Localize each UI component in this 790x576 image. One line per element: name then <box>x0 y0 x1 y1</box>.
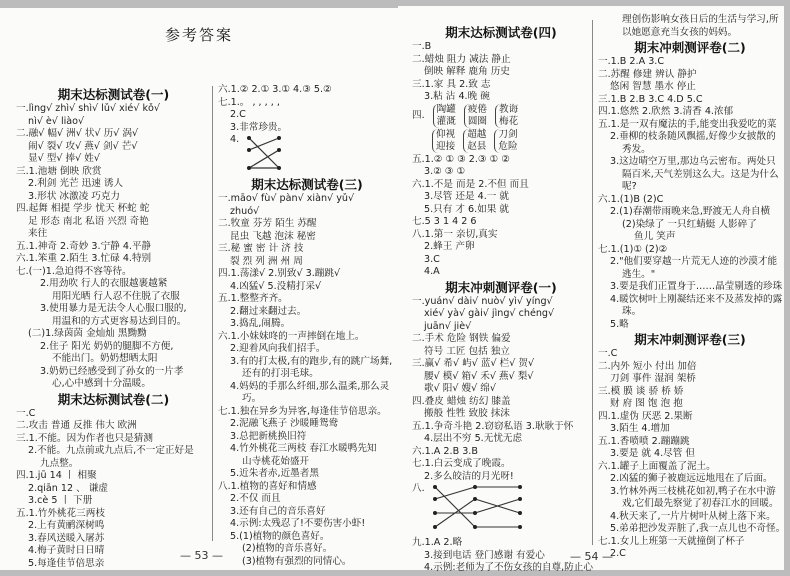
answer-line: 5.略 <box>610 318 629 330</box>
answer-line: 足 形态 南北 私语 兴烈 奇艳 <box>28 215 149 227</box>
answer-line: 2.蜂王 产卵 <box>424 241 475 252</box>
answer-line: 六.1.② 2.① 3.① 4.③ 5.② <box>218 84 332 95</box>
match-dot <box>433 511 437 515</box>
answer-line: 2.泥融飞燕子 沙暖睡鸳鸯 <box>230 418 339 429</box>
answer-line: xié√ yà√ gài√ jìng√ chéng√ <box>424 308 555 319</box>
answer-line: 4.凶猛√ 5.没精打采√ <box>230 280 322 292</box>
answer-line: 2.C <box>230 109 246 120</box>
answer-line: 二.手术 危险 钢铁 偏爱 <box>412 333 511 344</box>
answer-line: 财 府 图 饱 泡 抱 <box>610 398 683 409</box>
answer-line: 2.qiān 12 、 谦虚 <box>28 482 109 494</box>
answer-line: 符号 工匠 包括 独立 <box>424 345 510 357</box>
answer-line: 闹√ 裂√ 攻√ 燕√ 剑√ 芒√ <box>28 140 138 152</box>
answer-line: 四.1.虚伪 厌恶 2.果断 <box>598 410 693 422</box>
answer-line: 5.弟弟把沙发弄脏了,我一点儿也不奇怪。 <box>610 523 786 534</box>
brace-word: 赵县 <box>467 141 487 152</box>
answer-line: 4.竹外桃花三两枝 春江水暖鸭先知 <box>230 443 377 454</box>
answer-line: 四.叠皮 蜡烛 纺幻 膝盖 <box>412 395 511 407</box>
answer-line: 七.1.独在异乡为异客,每逢佳节倍思亲。 <box>218 405 387 417</box>
answer-line: 五.1.整整齐齐。 <box>218 293 288 304</box>
brace-word: 圆圈 <box>467 116 488 127</box>
brace-group <box>494 129 517 153</box>
answer-line: 3.C <box>424 253 440 265</box>
answer-label: 四. <box>412 109 425 121</box>
page-number: — 54 — <box>570 550 613 563</box>
answer-line: 三.秘 蜜 密 计 济 技 <box>218 243 304 254</box>
answer-line: 来往 <box>28 228 48 239</box>
answer-line: 二.牧童 芬芳 陌生 苏醒 <box>218 218 317 229</box>
answer-line: 七.1.。 , , , , , <box>218 96 280 108</box>
brace-group <box>432 129 455 153</box>
section-heading: 期末冲刺测评卷(二) <box>634 40 746 55</box>
answer-line: 七.1.(1)① (2)② <box>598 243 668 255</box>
answer-line: 3.粘 沾 4.晚 碗 <box>424 91 490 102</box>
answer-line: 六.1.小妹妹咚的一声摔倒在地上。 <box>218 330 365 342</box>
brace-word: 梅花 <box>499 116 519 127</box>
answer-line: 3.捣乱,闹腾。 <box>230 318 291 329</box>
answer-line: 三.1.家 具 2.致 志 <box>412 78 491 90</box>
answer-line: 4.A <box>424 266 440 277</box>
answer-line: 裂 烈 列 洲 州 周 <box>230 255 303 267</box>
answer-line: 3.接到电话 登门感谢 有爱心 <box>424 549 545 561</box>
answer-line: 鱼儿 笑声 <box>634 231 676 242</box>
answer-line: 5.(1)植物的颜色喜好。 <box>230 530 330 542</box>
answer-line: 3.尽管 还是 4.一 就 <box>424 191 510 202</box>
answer-line: 呢? <box>622 181 637 192</box>
answer-line: 五.1.是一双有魔法的手,能变出我爱吃的菜 <box>598 118 777 130</box>
answer-line: 4.秋天来了,一片片树叶从树上落下来。 <box>610 510 776 522</box>
answer-line: (2)植物的音乐喜好。 <box>242 543 333 554</box>
answer-line: 五.1.竹外桃花三两枝 <box>16 507 105 519</box>
answer-line: 3.春风送暖入屠苏 <box>28 532 105 544</box>
match-dot <box>277 166 281 170</box>
brace-word: 仰视 <box>436 129 456 140</box>
answer-line: 2.垂柳的枝条随风飘摇,好像少女披散的 <box>610 131 776 142</box>
match-dot <box>473 511 477 515</box>
answer-line: 一.C <box>598 348 618 359</box>
answer-line: 刀剑 事件 湿润 架桥 <box>610 373 696 384</box>
answer-line <box>218 134 396 176</box>
match-line <box>249 138 279 150</box>
answer-line: 七.5 3 1 4 2 6 <box>412 216 477 227</box>
match-dot <box>518 525 522 529</box>
answer-line: 2.翻过来翻过去。 <box>230 305 307 317</box>
answer-page-53 <box>0 8 398 570</box>
answer-line: 三.模 膜 谈 骄 桥 娇 <box>598 385 684 397</box>
answer-line: 五.1.② ① ③ 2.③ ① ② <box>412 153 510 165</box>
answer-line: 3.总把新桃换旧符 <box>230 430 307 442</box>
answer-line: 九点整。 <box>40 457 79 469</box>
answer-line <box>412 104 590 129</box>
answer-line: 一.1.B 2.A 3.C <box>598 56 665 67</box>
match-dot <box>247 148 251 152</box>
answer-line: nì√ è√ liào√ <box>28 115 85 127</box>
answer-line: 三.1.不能。因为作者也只是猜测 <box>16 432 153 444</box>
answer-line: 歌√ 阳√ 嫂√ 绵√ <box>424 383 496 394</box>
answer-line: 3.竹林外两三枝桃花如初,鸭子在水中游 <box>610 485 776 497</box>
section-heading: 期末达标测试卷(三) <box>251 177 363 192</box>
answer-line: 3.要是 就 4.尽管 但 <box>610 448 696 459</box>
answer-line: 2.不仅 而且 <box>230 493 281 504</box>
section-heading: 期末达标测试卷(一) <box>57 87 170 102</box>
answer-line: 四.1.悠然 2.欣然 3.清香 4.浓郁 <box>598 106 734 117</box>
answer-line: 四.1.jū 14 丨 相聚 <box>16 470 97 481</box>
answer-line: 4.梅子黄时日日晴 <box>28 545 105 556</box>
answer-line: 用温和的方式更容易达到目的。 <box>52 315 187 327</box>
answer-line: (3)植物有强烈的同情心。 <box>242 555 352 567</box>
answer-line: 3.非常珍贵。 <box>230 121 288 133</box>
page-title: 参考答案 <box>164 26 233 44</box>
page-number: — 53 — <box>180 549 223 562</box>
answer-line: 4.层出不穷 5.无忧无虑 <box>424 433 523 444</box>
answer-line: 六.1.不是 而是 2.不但 而且 <box>412 178 529 190</box>
answer-column <box>598 14 786 561</box>
brace-group <box>464 104 487 128</box>
brace-group <box>495 104 518 128</box>
answer-line: 理创伤影响女孩日后的生活与学习,所 <box>622 14 779 25</box>
brace-word: 陶罐 <box>436 104 456 115</box>
answer-line: 六.1.A 2.B 3.B <box>412 445 478 457</box>
answer-line: 5.只有 才 6.如果 就 <box>424 203 510 215</box>
answer-line: 六.1.(1)B (2)C <box>598 193 664 205</box>
match-dot <box>518 511 522 515</box>
answer-line: 3.奶奶已经感受到了孙女的一片孝 <box>40 365 184 377</box>
answer-line: 八.1.植物的喜好和情感 <box>218 480 317 492</box>
answer-line: 倒映 解释 鹿角 历史 <box>424 66 510 77</box>
answer-line: 3.有的打太极,有的跑步,有的跳广场舞, <box>230 355 393 367</box>
answer-line: 五.1.香喷喷 2.蹦蹦跳 <box>598 435 690 447</box>
answer-line: zhuó√ <box>230 205 260 217</box>
brace-word: 超越 <box>467 129 487 140</box>
answer-line: 5.近朱者赤,近墨者黑 <box>230 468 319 479</box>
answer-line: 3.要是我们正置身于……晶莹剔透的珍珠 <box>610 281 783 292</box>
match-dot <box>433 525 437 529</box>
answer-line: 4.示例:老师为了不伤女孩的自尊,防止心 <box>424 562 593 573</box>
answer-line: 2.不能。九点前或九点后,不一定正好是 <box>28 445 194 456</box>
section-heading: 期末冲刺测评卷(一) <box>445 279 557 295</box>
answer-line: 二.苏醒 修建 辨认 静护 <box>598 68 697 80</box>
match-dot <box>518 485 522 489</box>
answer-column <box>218 84 396 568</box>
answer-line: 2.多么皎洁的月光呀! <box>424 470 514 482</box>
column-divider <box>212 86 213 541</box>
answer-line: 还有的打羽毛球。 <box>242 368 319 379</box>
column-divider <box>592 20 593 545</box>
matching-cross-diagram <box>239 134 299 174</box>
answer-line: 一.yuán√ dài√ nuò√ yì√ yíng√ <box>412 295 553 307</box>
answer-line: 腰√ 模√ 箱√ 禾√ 燕√ 梨√ <box>424 370 534 382</box>
answer-line: 2.用劲吹 行人的衣服越裹越紧 <box>40 278 168 289</box>
answer-line: 七.1.女儿上班第一天就撞倒了杯子 <box>598 535 745 547</box>
section-heading: 期末达标测试卷(二) <box>57 391 170 407</box>
answer-line: 山寺桃花始盛开 <box>242 455 310 467</box>
answer-line: 三.1.B 2.B 3.C 4.D 5.C <box>598 93 703 105</box>
brace-word: 教诲 <box>499 104 519 115</box>
answer-line: 隔百米,天气差别这么大。这是为什么 <box>622 168 779 180</box>
answer-line: 三.1.池塘 倒映 欣赏 <box>16 165 102 177</box>
section-heading: 期末冲刺测评卷(三) <box>634 332 746 347</box>
answer-line: 五.1.神奇 2.奇妙 3.宁静 4.平静 <box>16 240 152 252</box>
answer-line: 4.示例:太残忍了!不要伤害小虾! <box>230 518 366 529</box>
answer-line: 二.攻击 普通 反推 伟大 欧洲 <box>16 420 137 431</box>
answer-line: 4.暖饮树叶上刚凝结还来不及蒸发掉的露 <box>610 293 783 305</box>
answer-line: 显√ 型√ 捧√ 姓√ <box>28 153 100 164</box>
answer-line: 2."他们要穿越一片荒无人迹的沙漠才能 <box>610 256 778 267</box>
answer-line: 2.利剑 光芒 迅速 诱人 <box>28 178 124 189</box>
match-dot <box>473 497 477 501</box>
brace-word: 刀剑 <box>498 129 518 140</box>
answer-line: (2)染绿了 一只红蜻蜓 人影碎了 <box>622 218 757 230</box>
brace-word: 疲倦 <box>467 104 488 115</box>
answer-line: 搬般 性牲 致胶 抹沫 <box>424 408 510 419</box>
answer-line: 2.(1)春潮带雨晚来急,野渡无人舟自横 <box>610 206 771 217</box>
brace-group <box>463 129 486 153</box>
answer-line: 2.C <box>610 548 626 559</box>
match-dot <box>433 497 437 501</box>
answer-line <box>412 129 590 154</box>
brace-word: 迎接 <box>436 141 456 152</box>
answer-line: 二.蜡烛 阻力 减法 静止 <box>412 53 511 65</box>
answer-line: 六.1.笨重 2.陌生 3.忙碌 4.特别 <box>16 253 152 264</box>
answer-line: (二)1.绿茵茵 金灿灿 黑黝黝 <box>28 328 147 339</box>
match-dot <box>247 166 251 170</box>
answer-line: 用阳光晒 行人忍不住脱了衣服 <box>52 290 180 302</box>
answer-line: 5.每逢佳节倍思亲 <box>28 557 105 569</box>
answer-line: 一.lìng√ zhì√ shì√ lǔ√ xié√ kǒ√ <box>16 103 161 114</box>
answer-line: 一.C <box>16 407 36 419</box>
answer-line: 逃生。" <box>622 268 656 280</box>
section-heading: 期末达标测试卷(四) <box>445 25 557 40</box>
answer-line: 2.迎着风向我们招手。 <box>230 343 326 354</box>
answer-line: 秀发。 <box>622 143 651 155</box>
answer-line: 3.这边晴空万里,那边乌云密布。两处只 <box>610 156 776 167</box>
answer-line: 二.内外 短小 付出 加倍 <box>598 360 697 372</box>
answer-line: 3.还有自己的音乐喜好 <box>230 505 326 517</box>
answer-line: 悠闲 智慧 墨水 停止 <box>610 81 696 92</box>
brace-group <box>433 104 456 128</box>
answer-line: 不能出门。奶奶想晒太阳 <box>52 353 158 364</box>
answer-line: 三.赢√ 希√ 屿√ 蓝√ 栏√ 贺√ <box>412 358 535 369</box>
answer-line: 心,心中感到十分温暖。 <box>52 378 151 389</box>
matching-line-diagram <box>425 483 545 535</box>
answer-line: 一.B <box>412 41 432 52</box>
answer-line: juān√ jiè√ <box>424 320 472 332</box>
answer-line: 3.② ③ ① <box>424 166 466 177</box>
answer-line: 四.1.荡漾√ 2.别致√ 3.蹦跳√ <box>218 268 341 279</box>
match-dot <box>473 485 477 489</box>
match-dot <box>277 148 281 152</box>
answer-line: 2.住子 阳光 奶奶的腿脚不方便, <box>40 340 174 352</box>
answer-line: 七.1.白云变成了晚霞。 <box>412 458 511 469</box>
answer-line: 四.起舞 相提 学步 忧天 杯蛇 蛇 <box>16 203 150 214</box>
answer-page-54 <box>398 6 786 573</box>
answer-line: 2.凶猛的狮子被鹿远远地甩在了后面。 <box>610 473 773 484</box>
answer-line: 戏,它们最先察觉了初春江水的回暖。 <box>622 498 779 509</box>
answer-line: 八.1.第一 亲切,真实 <box>412 228 498 240</box>
brace-word: 灌溉 <box>436 116 456 127</box>
match-dot <box>518 497 522 501</box>
answer-line: 2.上有黄鹂深树鸣 <box>28 520 105 531</box>
answer-line: 九.1.A 2.略 <box>412 537 463 548</box>
answer-line: 3.形状 冰激凌 巧克力 <box>28 190 121 202</box>
answer-label: 八. <box>412 483 425 494</box>
answer-line: 巧。 <box>242 393 262 404</box>
answer-line: 4.妈妈的手那么纤细,那么温柔,那么灵 <box>230 380 390 392</box>
answer-label: 4. <box>230 134 240 145</box>
answer-line <box>412 483 590 537</box>
match-dot <box>433 485 437 489</box>
brace-word: 危险 <box>498 141 518 152</box>
answer-column <box>16 86 211 570</box>
answer-line: 3.使用暴力是无法令人心服口服的, <box>40 303 187 314</box>
answer-line: 七.(一)1.急迫得不容等待。 <box>16 265 132 277</box>
answer-line: 以她愿意充当女孩的妈妈。 <box>622 26 738 38</box>
match-dot <box>247 136 251 140</box>
answer-line: 六.1.罐子上面覆盖了泥土。 <box>598 460 716 472</box>
answer-line: 二.融√ 幅√ 洲√ 状√ 历√ 涡√ <box>16 128 139 139</box>
answer-line: 3.陌生 4.增加 <box>610 423 670 434</box>
match-dot <box>473 525 477 529</box>
answer-line: 昆虫 飞越 泡沫 秘密 <box>230 230 316 242</box>
match-dot <box>277 136 281 140</box>
answer-line: 一.māo√ fù√ pàn√ xiàn√ yǔ√ <box>218 193 355 204</box>
answer-line: 3.cè 5 丨 下册 <box>28 495 93 506</box>
answer-line: 五.1.争奇斗艳 2.窃窃私语 3.耿耿于怀 <box>412 420 574 432</box>
answer-line: 珠。 <box>622 306 642 317</box>
